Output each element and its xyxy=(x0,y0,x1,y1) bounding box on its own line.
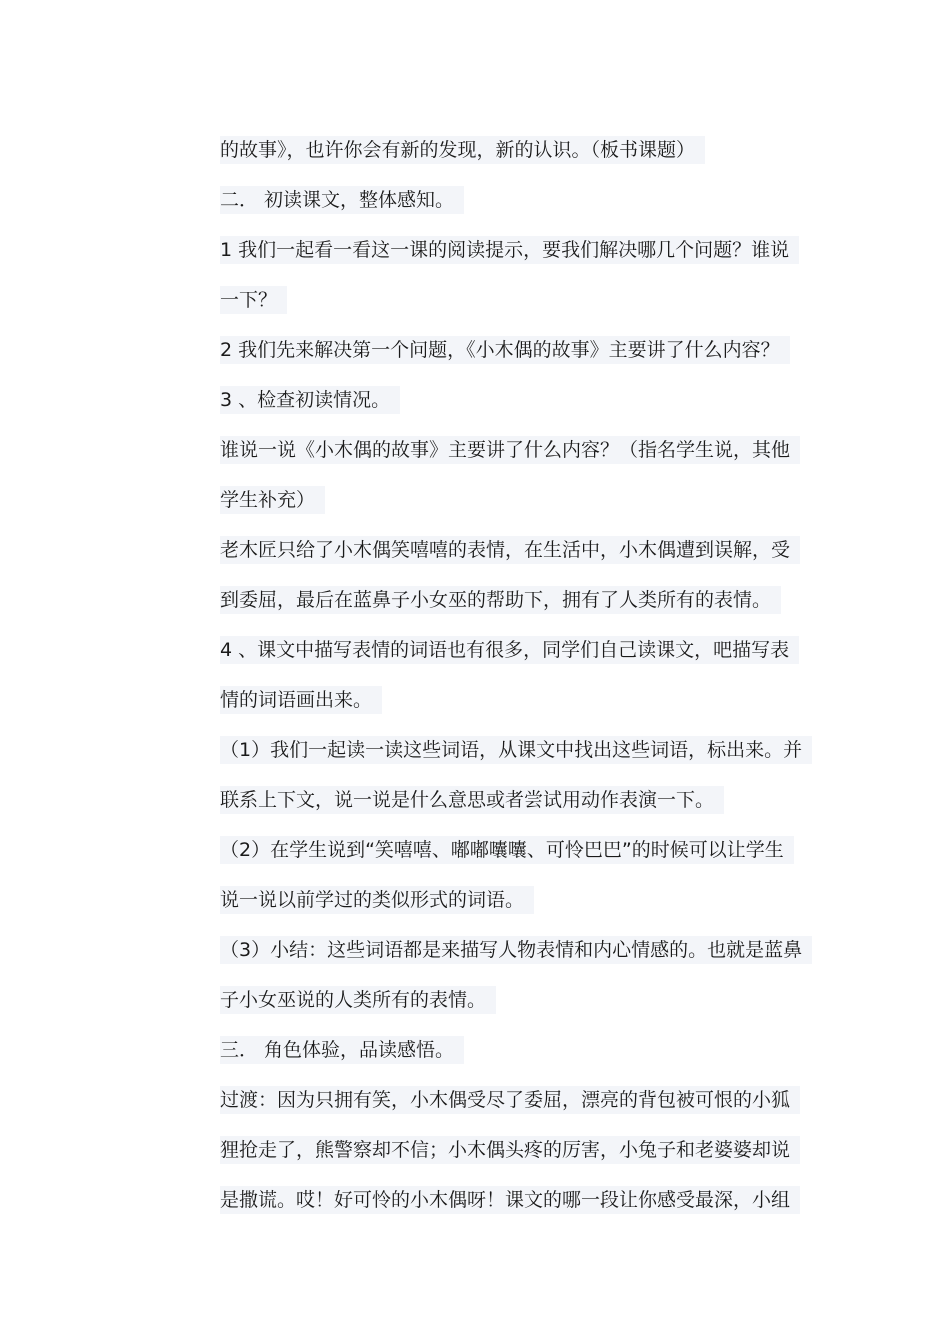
text-line: 学生补充） xyxy=(220,486,325,514)
text-line: 谁说一说《小木偶的故事》主要讲了什么内容？（指名学生说，其他 xyxy=(220,436,800,464)
text-line: 联系上下文，说一说是什么意思或者尝试用动作表演一下。 xyxy=(220,786,724,814)
text-line: 的故事》，也许你会有新的发现，新的认识。（板书课题） xyxy=(220,136,705,164)
text-line: 4 、课文中描写表情的词语也有很多，同学们自己读课文，吧描写表 xyxy=(220,636,799,664)
text-line: 3 、检查初读情况。 xyxy=(220,386,400,414)
text-line: 2 我们先来解决第一个问题，《小木偶的故事》主要讲了什么内容？ xyxy=(220,336,790,364)
text-line: 老木匠只给了小木偶笑嘻嘻的表情，在生活中，小木偶遭到误解，受 xyxy=(220,536,800,564)
text-line: 1 我们一起看一看这一课的阅读提示，要我们解决哪几个问题？谁说 xyxy=(220,236,799,264)
text-line: 子小女巫说的人类所有的表情。 xyxy=(220,986,496,1014)
text-line: 一下？ xyxy=(220,286,287,314)
text-line: 三． 角色体验，品读感悟。 xyxy=(220,1036,464,1064)
text-line: 狸抢走了，熊警察却不信；小木偶头疼的厉害，小兔子和老婆婆却说 xyxy=(220,1136,800,1164)
text-line: 情的词语画出来。 xyxy=(220,686,382,714)
text-line: （2）在学生说到“笑嘻嘻、嘟嘟囔囔、可怜巴巴”的时候可以让学生 xyxy=(220,836,794,864)
text-line: 过渡：因为只拥有笑，小木偶受尽了委屈，漂亮的背包被可恨的小狐 xyxy=(220,1086,800,1114)
text-line: （1）我们一起读一读这些词语，从课文中找出这些词语，标出来。并 xyxy=(220,736,812,764)
text-line: 二． 初读课文，整体感知。 xyxy=(220,186,464,214)
text-line: 说一说以前学过的类似形式的词语。 xyxy=(220,886,534,914)
text-line: （3）小结：这些词语都是来描写人物表情和内心情感的。也就是蓝鼻 xyxy=(220,936,812,964)
text-line: 到委屈，最后在蓝鼻子小女巫的帮助下，拥有了人类所有的表情。 xyxy=(220,586,781,614)
text-line: 是撒谎。哎！好可怜的小木偶呀！课文的哪一段让你感受最深，小组 xyxy=(220,1186,800,1214)
